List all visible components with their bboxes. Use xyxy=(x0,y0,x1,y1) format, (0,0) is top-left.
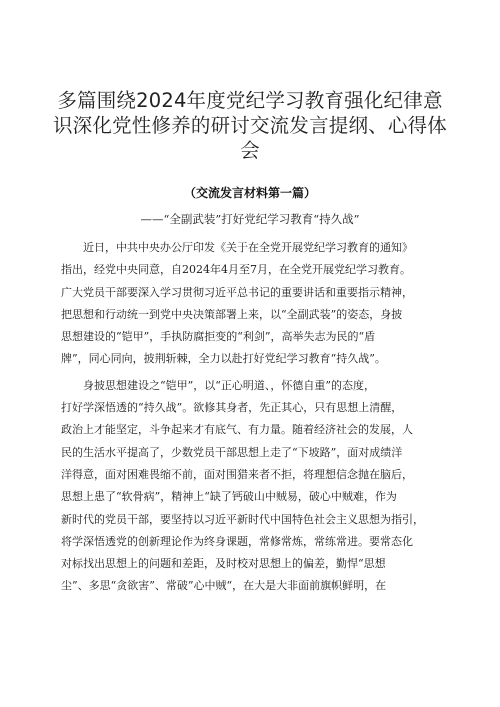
text-line: 打好学深悟透的“持久战”。欲修其身者，先正其心，只有思想上清醒， xyxy=(61,401,403,415)
text-line: 对标找出思想上的问题和差距，及时校对思想上的偏差，勤悍“思想 xyxy=(61,557,386,571)
text-line: 把思想和行动统一到党中央决策部署上来，以“全副武装”的姿态，身披 xyxy=(61,307,403,321)
text-line: 将学深悟透党的创新理论作为终身课题，常修常炼，常练常进。要常态化 xyxy=(61,534,413,548)
text-line: 民的生活水平提高了，少数党员干部思想上走了“下坡路”，面对成绩洋 xyxy=(61,445,403,459)
paragraph xyxy=(61,375,443,598)
text-line: 思想建设的“铠甲”，手执防腐拒变的“利剑”，高举失志为民的“盾 xyxy=(61,330,376,344)
text-line: 思想上患了“软骨病”，精神上“缺了钙破山中贼易，破心中贼难，作为 xyxy=(61,490,397,504)
paragraph xyxy=(61,237,443,371)
title-line: 会 xyxy=(240,139,260,162)
text-line: 牌”，同心同向，披荆斩棘，全力以赴打好党纪学习教育“持久战”。 xyxy=(61,352,386,366)
text-line: 近日，中共中央办公厅印发《关于在全党开展党纪学习教育的通知》 xyxy=(83,241,413,254)
text-line: 指出，经党中央同意，自2024年4月至7月，在全党开展党纪学习教育。 xyxy=(61,263,411,277)
text-line: 政治上才能坚定，斗争起来才有底气、有力量。随着经济社会的发展，人 xyxy=(61,423,413,437)
title-line: 多篇围绕2024年度党纪学习教育强化纪律意 xyxy=(57,89,443,112)
text-line: 身披思想建设之“铠甲”，以“正心明道、，怀德自重”的态度， xyxy=(83,378,375,392)
title-line: 识深化党性修养的研讨交流发言提纲、心得体 xyxy=(52,114,447,137)
subheading: ——“全副武装”打好党纪学习教育“持久战” xyxy=(140,212,360,226)
text-line: 新时代的党员干部，要坚持以习近平新时代中国特色社会主义思想为指引， xyxy=(61,512,424,526)
text-line: 尘”、多思“贪欲害”、常破”心中贼“，在大是大非面前旗帜鲜明，在 xyxy=(61,579,387,593)
document-title xyxy=(52,88,448,163)
section-heading: （交流发言材料第一篇） xyxy=(183,186,316,200)
document-body xyxy=(61,237,443,602)
text-line: 广大党员干部要深入学习贯彻习近平总书记的重要讲话和重要指示精神， xyxy=(61,285,413,299)
text-line: 洋得意，面对困难畏缩不前，面对围猎来者不拒，将理想信念抛在脑后， xyxy=(61,467,413,481)
